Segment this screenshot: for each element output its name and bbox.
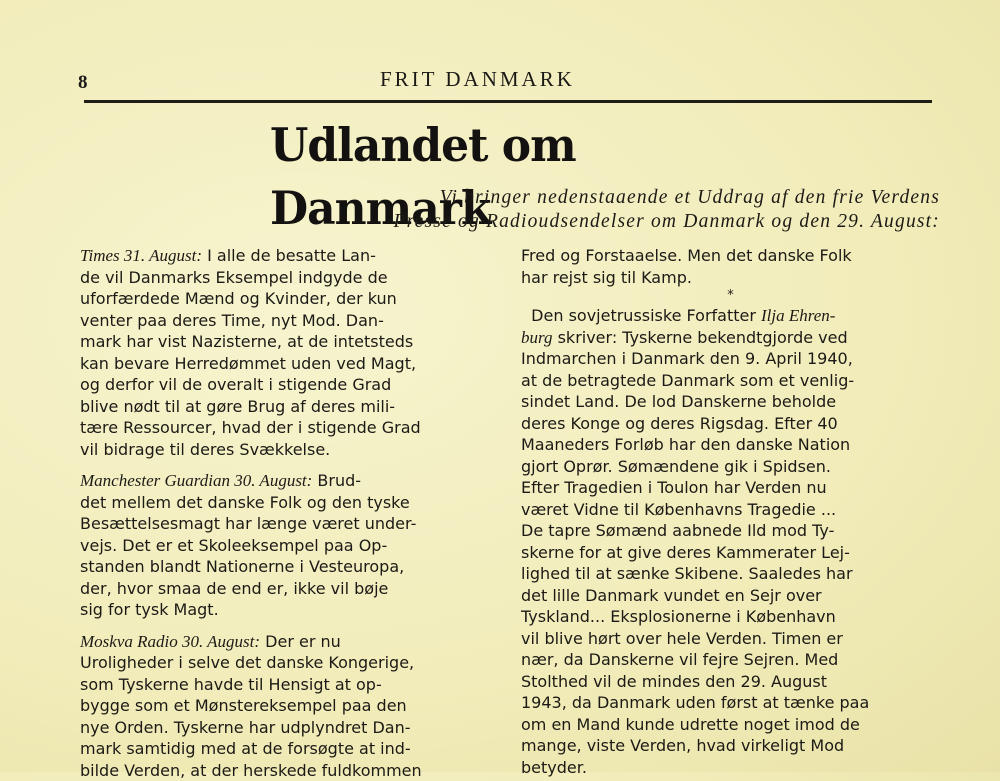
- text-line: blive nødt til at gøre Brug af deres mili-: [80, 396, 498, 418]
- text-line: De tapre Sømænd aabnede Ild mod Ty-: [521, 520, 940, 542]
- text-line: Uroligheder i selve det danske Kongerige,: [80, 652, 498, 674]
- text-line: og derfor vil de overalt i stigende Grad: [80, 374, 498, 396]
- text-line: mark har vist Nazisterne, at de intetsteds: [80, 331, 498, 353]
- text-line: betyder.: [521, 757, 940, 779]
- moskva-first-text: Der er nu: [260, 632, 341, 651]
- text-line: lighed til at sænke Skibene. Saaledes har: [521, 563, 940, 585]
- text-line: har rejst sig til Kamp.: [521, 267, 940, 289]
- text-line: bygge som et Mønstereksempel paa den: [80, 695, 498, 717]
- manchester-first-text: Brud-: [312, 471, 361, 490]
- ehrenburg-second-line: [521, 327, 940, 349]
- manchester-source: Manchester Guardian 30. August:: [80, 471, 312, 490]
- times-source: Times 31. August:: [80, 246, 202, 265]
- text-line: deres Konge og deres Rigsdag. Efter 40: [521, 413, 940, 435]
- text-line: det mellem det danske Folk og den tyske: [80, 492, 498, 514]
- text-line: tære Ressourcer, hvad der i stigende Grad: [80, 417, 498, 439]
- ehrenburg-first-line: [521, 305, 940, 327]
- text-line: om en Mand kunde udrette noget imod de: [521, 714, 940, 736]
- newspaper-name: FRIT DANMARK: [380, 67, 575, 92]
- text-line: de vil Danmarks Eksempel indgyde de: [80, 267, 498, 289]
- text-line: 1943, da Danmark uden først at tænke paa: [521, 692, 940, 714]
- continuation-paragraph: [521, 245, 940, 288]
- moskva-paragraph: [80, 652, 498, 781]
- header-rule: [84, 100, 932, 103]
- times-first-text: I alle de besatte Lan-: [202, 246, 376, 265]
- text-line: skerne for at give deres Kammerater Lej-: [521, 542, 940, 564]
- text-line: standen blandt Nationerne i Vesteuropa,: [80, 556, 498, 578]
- author-name: Ilja Ehren-: [761, 306, 835, 325]
- text-line: nær, da Danskerne vil fejre Sejren. Med: [521, 649, 940, 671]
- text-line: Stolthed vil de mindes den 29. August: [521, 671, 940, 693]
- text-line: vil blive hørt over hele Verden. Timen er: [521, 628, 940, 650]
- text-line: Indmarchen i Danmark den 9. April 1940,: [521, 348, 940, 370]
- text-line: gjort Oprør. Sømændene gik i Spidsen.: [521, 456, 940, 478]
- intro-line: Presse og Radioudsendelser om Danmark og den 29. August:: [310, 210, 940, 234]
- text-line: som Tyskerne havde til Hensigt at op-: [80, 674, 498, 696]
- text-line: Maaneders Forløb har den danske Nation: [521, 434, 940, 456]
- text-line: sindet Land. De lod Danskerne beholde: [521, 391, 940, 413]
- times-first-line: [80, 245, 498, 267]
- text-line: bilde Verden, at der herskede fuldkommen: [80, 760, 498, 781]
- author-name-cont: burg: [521, 328, 553, 347]
- ehrenburg-prefix: Den sovjetrussiske Forfatter: [531, 306, 761, 325]
- text-line: at de betragtede Danmark som et venlig-: [521, 370, 940, 392]
- manchester-first-line: [80, 470, 498, 492]
- page-number: 8: [78, 72, 88, 94]
- text-line: været Vidne til Københavns Tragedie ...: [521, 499, 940, 521]
- text-line: det lille Danmark vundet en Sejr over: [521, 585, 940, 607]
- text-line: mark samtidig med at de forsøgte at ind-: [80, 738, 498, 760]
- text-line: Tyskland... Eksplosionerne i København: [521, 606, 940, 628]
- text-line: nye Orden. Tyskerne har udplyndret Dan-: [80, 717, 498, 739]
- text-line: vil bidrage til deres Svækkelse.: [80, 439, 498, 461]
- text-line: mange, viste Verden, hvad virkeligt Mod: [521, 735, 940, 757]
- text-line: uforfærdede Mænd og Kvinder, der kun: [80, 288, 498, 310]
- intro-line: Vi bringer nedenstaaende et Uddrag af den frie Verdens: [310, 186, 940, 210]
- ehrenburg-paragraph: [521, 348, 940, 778]
- moskva-first-line: [80, 631, 498, 653]
- text-line: Besættelsesmagt har længe været under-: [80, 513, 498, 535]
- intro: [310, 186, 940, 234]
- times-paragraph: [80, 267, 498, 461]
- text-line: Efter Tragedien i Toulon har Verden nu: [521, 477, 940, 499]
- manchester-paragraph: [80, 492, 498, 621]
- text-line: venter paa deres Time, nyt Mod. Dan-: [80, 310, 498, 332]
- right-column: [521, 245, 940, 778]
- headline: Udlandet om Danmark: [270, 115, 750, 241]
- text-line: Fred og Forstaaelse. Men det danske Folk: [521, 245, 940, 267]
- ehrenburg-second-text: skriver: Tyskerne bekendtgjorde ved: [553, 328, 848, 347]
- left-column: [80, 245, 498, 781]
- moskva-source: Moskva Radio 30. August:: [80, 632, 260, 651]
- text-line: sig for tysk Magt.: [80, 599, 498, 621]
- text-line: kan bevare Herredømmet uden ved Magt,: [80, 353, 498, 375]
- text-line: vejs. Det er et Skoleeksempel paa Op-: [80, 535, 498, 557]
- text-line: der, hvor smaa de end er, ikke vil bøje: [80, 578, 498, 600]
- separator-star: *: [521, 289, 940, 303]
